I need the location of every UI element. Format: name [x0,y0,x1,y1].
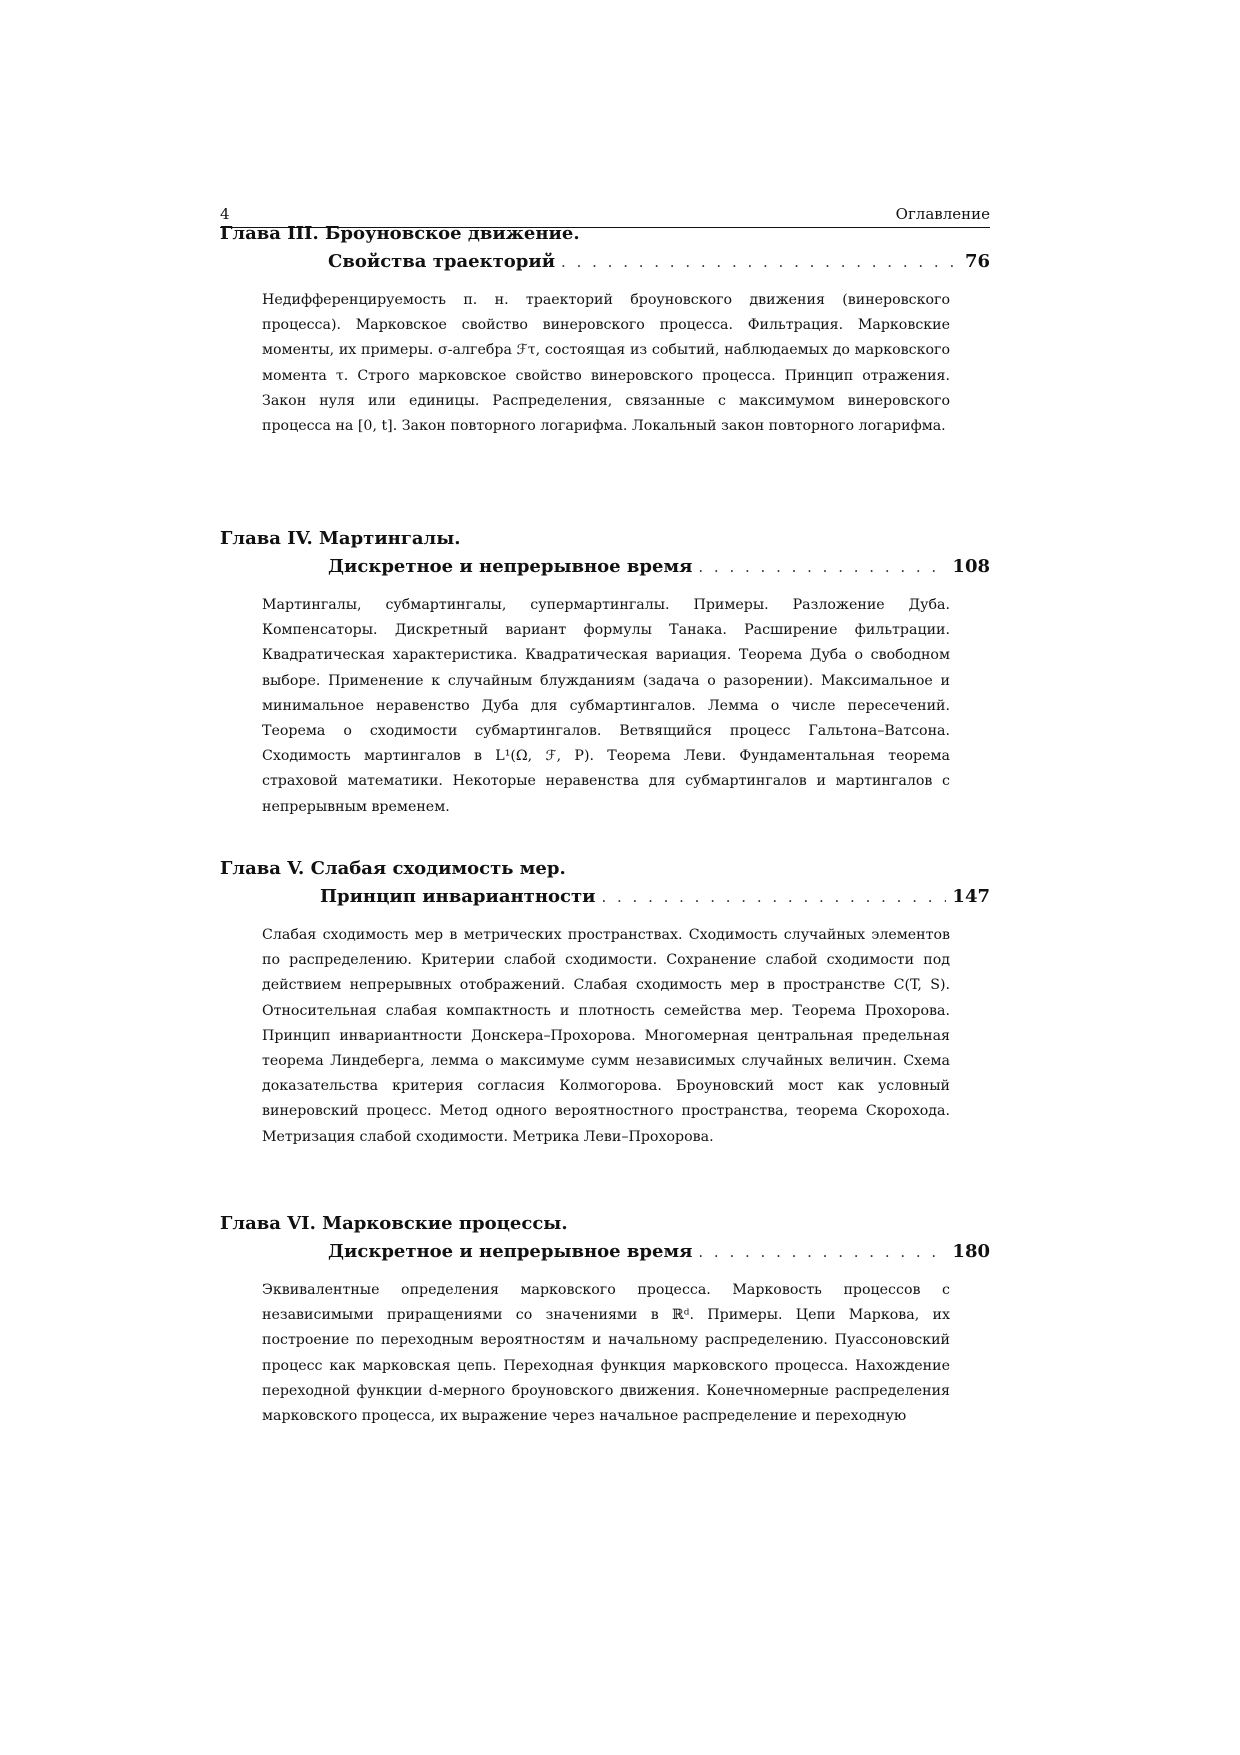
chapter-description: Недифференцируемость п. н. траекторий броуновского движения (винеровского процесса). Марковское свойство винеровского процесса. Фильтрация. Марковские моменты, их примеры. σ-алгебра ℱτ, состоящая из событий, наблюдаемых до марковского момента τ. Строго марковское свойство винеровского процесса. Принцип отражения. Закон нуля или единицы. Распределения, связанные с максимумом винеровского процесса на [0, t]. Закон повторного логарифма. Локальный закон повторного логарифма. [262,292,950,435]
running-title: Оглавление [895,205,990,223]
chapter-3 [220,220,990,439]
chapter-title: Глава V. Слабая сходимость мер. [220,858,566,879]
chapter-page: 147 [952,886,990,907]
chapter-subtitle-line [220,248,990,276]
chapter-subtitle: Дискретное и непрерывное время [328,556,693,577]
page-number: 4 [220,205,230,223]
chapter-subtitle-line [220,883,990,911]
chapter-4 [220,525,990,820]
chapter-description: Мартингалы, субмартингалы, супермартингалы. Примеры. Разложение Дуба. Компенсаторы. Дискретный вариант формулы Танака. Расширение фильтрации. Квадратическая характеристика. Квадратическая вариация. Теорема Дуба о свободном выборе. Применение к случайным блужданиям (задача о разорении). Максимальное и минимальное неравенство Дуба для субмартингалов. Лемма о числе пересечений. Теорема о сходимости субмартингалов. Ветвящийся процесс Гальтона–Ватсона. Сходимость мартингалов в L¹(Ω, ℱ, P). Теорема Леви. Фундаментальная теорема страховой математики. Некоторые неравенства для субмартингалов и мартингалов с непрерывным временем. [262,597,950,815]
chapter-page: 108 [952,556,990,577]
chapter-5 [220,855,990,1150]
chapter-subtitle: Принцип инвариантности [320,886,596,907]
chapter-6 [220,1210,990,1429]
chapter-subtitle: Дискретное и непрерывное время [328,1241,693,1262]
leader-dots [698,1238,946,1266]
chapter-subtitle-line [220,1238,990,1266]
chapter-title: Глава VI. Марковские процессы. [220,1213,568,1234]
leader-dots [601,883,946,911]
chapter-title: Глава IV. Мартингалы. [220,528,461,549]
chapter-subtitle-line [220,553,990,581]
chapter-description: Слабая сходимость мер в метрических пространствах. Сходимость случайных элементов по распределению. Критерии слабой сходимости. Сохранение слабой сходимости под действием непрерывных отображений. Слабая сходимость мер в пространстве C(T, S). Относительная слабая компактность и плотность семейства мер. Теорема Прохорова. Принцип инвариантности Донскера–Прохорова. Многомерная центральная предельная теорема Линдеберга, лемма о максимуме сумм независимых случайных величин. Схема доказательства критерия согласия Колмогорова. Броуновский мост как условный винеровский процесс. Метод одного вероятностного пространства, теорема Скорохода. Метризация слабой сходимости. Метрика Леви–Прохорова. [262,927,950,1145]
chapter-page: 76 [964,251,990,272]
leader-dots [561,248,959,276]
chapter-page: 180 [952,1241,990,1262]
chapter-title: Глава III. Броуновское движение. [220,223,580,244]
chapter-description: Эквивалентные определения марковского процесса. Марковость процессов с независимыми приращениями со значениями в ℝᵈ. Примеры. Цепи Маркова, их построение по переходным вероятностям и начальному распределению. Пуассоновский процесс как марковская цепь. Переходная функция марковского процесса. Нахождение переходной функции d-мерного броуновского движения. Конечномерные распределения марковского процесса, их выражение через начальное распределение и переходную [262,1282,950,1425]
chapter-subtitle: Свойства траекторий [328,251,556,272]
leader-dots [698,553,946,581]
